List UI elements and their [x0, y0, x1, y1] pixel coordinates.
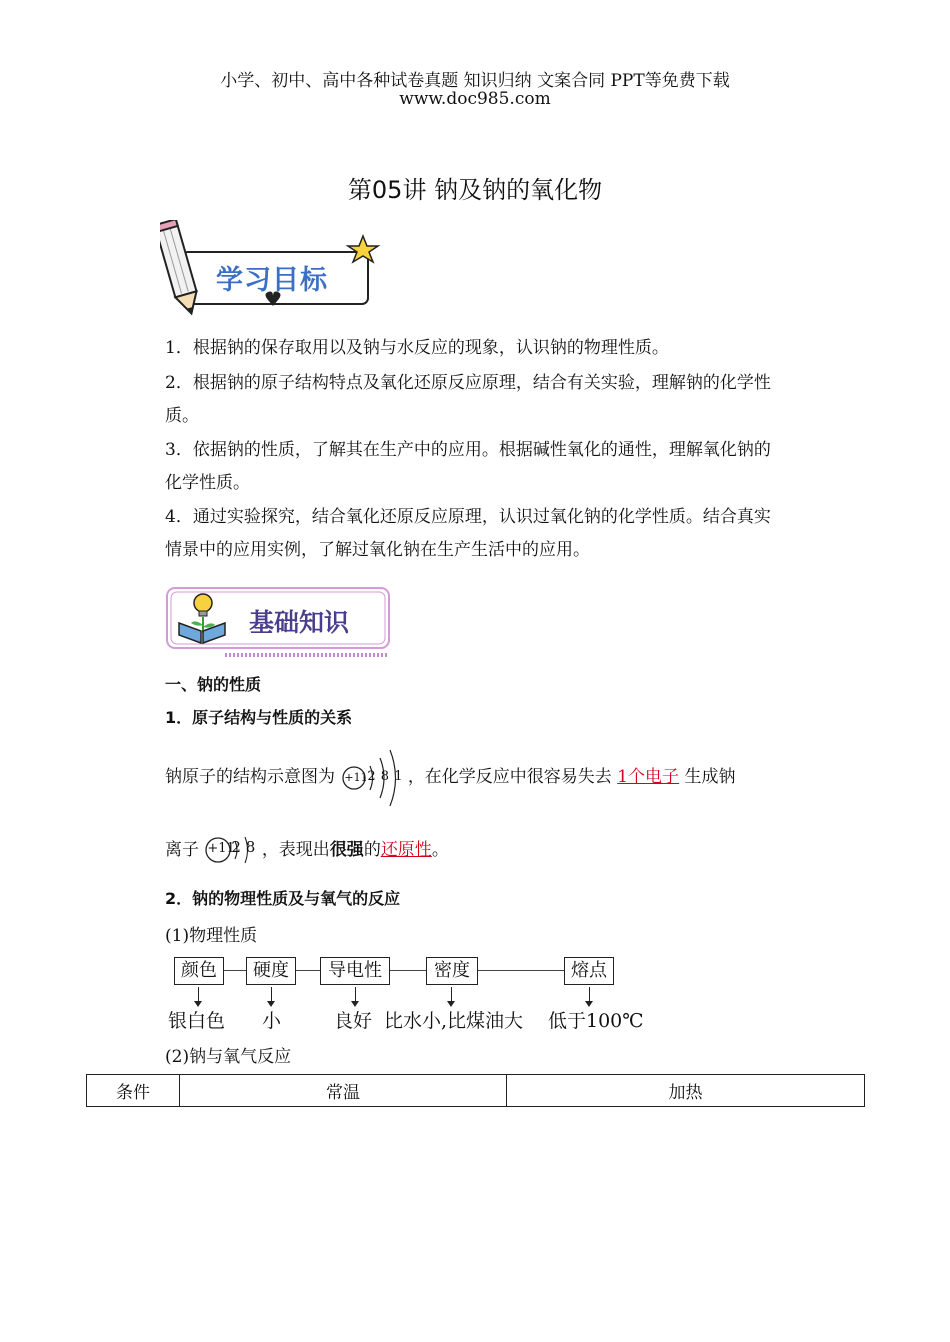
arrow-down-icon — [451, 987, 452, 1003]
subsection-heading-1: 1．原子结构与性质的关系 — [165, 708, 353, 727]
ion-line-prefix: 离子 — [165, 840, 199, 860]
property-value-color: 银白色 — [168, 1010, 226, 1032]
site-header-url: www.doc985.com — [399, 89, 551, 109]
connector-line — [296, 970, 320, 971]
connector-line — [478, 970, 564, 971]
answer-electron: 1个电子 — [617, 767, 680, 787]
section-heading: 一、钠的性质 — [165, 675, 262, 694]
arrow-down-icon — [198, 987, 199, 1003]
atom-nucleus: +11 — [344, 770, 368, 784]
sodium-atom-diagram — [340, 768, 402, 788]
connector-line — [224, 970, 246, 971]
site-header-line1: 小学、初中、高中各种试卷真题 知识归纳 文案合同 PPT等免费下载 — [220, 71, 730, 91]
connector-line — [390, 970, 426, 971]
property-box-hardness: 硬度 — [246, 957, 296, 985]
ion-line-middle: ，表现出 — [261, 840, 330, 860]
arrow-down-icon — [355, 987, 356, 1003]
subsection-heading-2: 2．钠的物理性质及与氧气的反应 — [165, 889, 401, 908]
study-goals-banner — [160, 220, 385, 320]
arrow-down-icon — [271, 987, 272, 1003]
physical-properties-label: (1)物理性质 — [165, 926, 258, 946]
table-header-cell: 常温 — [180, 1075, 507, 1107]
atom-structure-line — [165, 762, 735, 788]
property-box-color: 颜色 — [174, 957, 224, 985]
table-header-cell: 加热 — [507, 1075, 865, 1107]
arrow-down-icon — [589, 987, 590, 1003]
goal-item-3: 3．依据钠的性质，了解其在生产中的应用。根据碱性氧化的通性，理解氧化钠的化学性质。 — [165, 440, 771, 493]
goal-item-2: 2．根据钠的原子结构特点及氧化还原反应原理，结合有关实验，理解钠的化学性质。 — [165, 373, 771, 426]
study-goals-label: 学习目标 — [216, 265, 328, 296]
book-lightbulb-icon — [173, 589, 227, 647]
sodium-ion-diagram — [204, 837, 256, 861]
property-value-density: 比水小,比煤油大 — [384, 1010, 524, 1032]
property-value-melting-point: 低于100℃ — [548, 1010, 644, 1032]
ion-structure-line — [165, 835, 449, 861]
ion-shells: 2 8 — [231, 837, 256, 856]
property-value-hardness: 小 — [262, 1010, 282, 1032]
atom-line-prefix: 钠原子的结构示意图为 — [165, 767, 335, 787]
atom-shells: 2 8 1 — [367, 768, 403, 784]
answer-reducibility: 还原性 — [380, 840, 432, 860]
table-header-cell: 条件 — [87, 1075, 180, 1107]
ion-line-de: 的 — [363, 840, 381, 860]
table-row — [87, 1075, 865, 1107]
property-box-melting-point: 熔点 — [564, 957, 614, 985]
basic-knowledge-banner — [165, 585, 393, 661]
property-box-conductivity: 导电性 — [320, 957, 390, 985]
atom-line-middle: ，在化学反应中很容易失去 — [407, 767, 612, 787]
goal-item-4: 4．通过实验探究，结合氧化还原反应原理，认识过氧化钠的化学性质。结合真实情景中的应用实例，了解过氧化钠在生产生活中的应用。 — [165, 507, 771, 560]
ion-line-bold: 很强 — [329, 840, 364, 860]
property-value-conductivity: 良好 — [334, 1010, 373, 1032]
property-box-density: 密度 — [426, 957, 478, 985]
reaction-conditions-table — [86, 1074, 865, 1107]
ion-nucleus: +11 — [207, 840, 235, 856]
basic-knowledge-label: 基础知识 — [249, 608, 350, 637]
oxygen-reaction-label: (2)钠与氧气反应 — [165, 1047, 292, 1067]
page-title: 第05讲 钠及钠的氧化物 — [347, 176, 603, 204]
atom-line-suffix: 生成钠 — [684, 767, 736, 787]
ion-line-end: 。 — [431, 840, 449, 860]
goal-item-1: 1．根据钠的保存取用以及钠与水反应的现象，认识钠的物理性质。 — [165, 338, 669, 358]
